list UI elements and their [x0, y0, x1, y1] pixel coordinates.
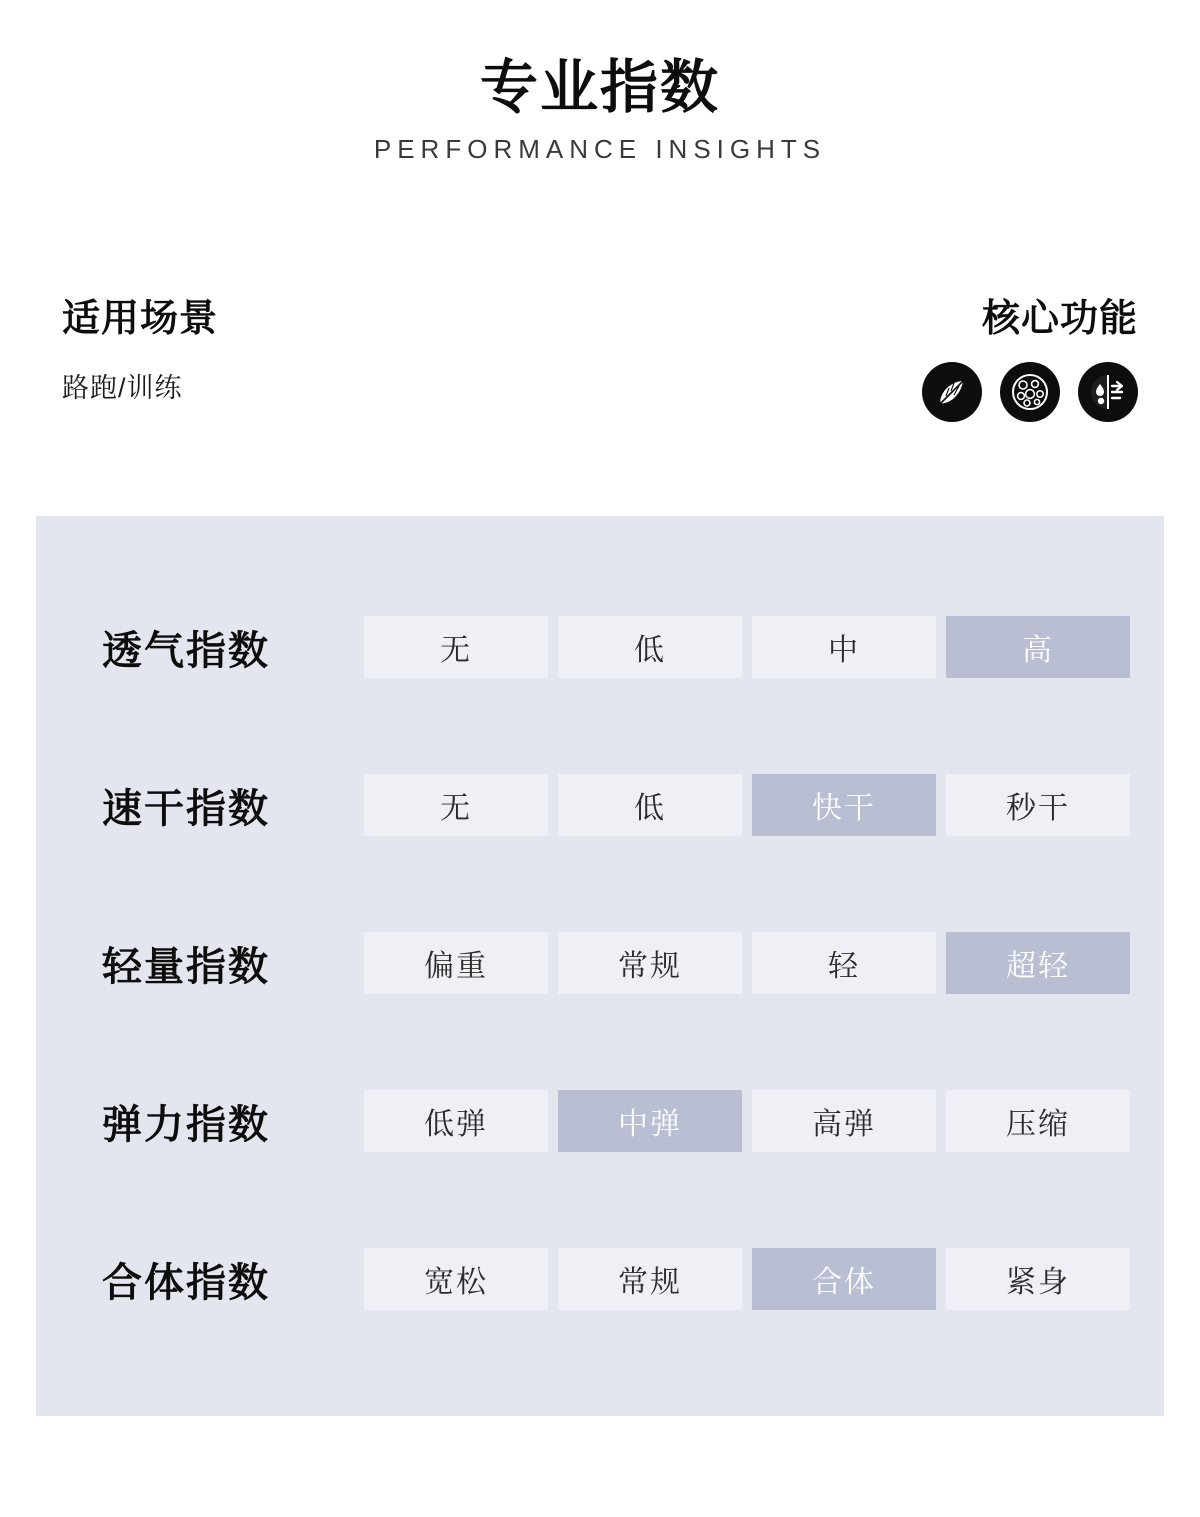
index-option[interactable]: 无	[364, 616, 548, 678]
page-title: 专业指数	[479, 55, 720, 120]
index-panel	[36, 516, 1164, 1416]
index-option[interactable]: 无	[364, 774, 548, 836]
index-option[interactable]: 轻	[752, 932, 936, 994]
index-option[interactable]: 低弹	[364, 1090, 548, 1152]
index-rows	[36, 516, 1164, 1338]
index-option[interactable]: 偏重	[364, 932, 548, 994]
page-subtitle: PERFORMANCE INSIGHTS	[373, 133, 827, 164]
index-option-group	[364, 774, 1130, 836]
subheader-row	[0, 287, 1200, 422]
index-option-selected[interactable]: 快干	[752, 774, 936, 836]
index-option[interactable]: 紧身	[946, 1248, 1130, 1310]
index-option-selected[interactable]: 高	[946, 616, 1130, 678]
quick-dry-droplet-icon	[1078, 362, 1138, 422]
index-row	[36, 746, 1164, 864]
index-row	[36, 904, 1164, 1022]
index-option[interactable]: 压缩	[946, 1090, 1130, 1152]
index-row	[36, 1062, 1164, 1180]
index-option[interactable]: 中	[752, 616, 936, 678]
index-option[interactable]: 宽松	[364, 1248, 548, 1310]
index-option-selected[interactable]: 超轻	[946, 932, 1130, 994]
scene-title: 适用场景	[62, 297, 219, 340]
index-option[interactable]: 高弹	[752, 1090, 936, 1152]
index-row-label: 透气指数	[102, 628, 270, 673]
index-row	[36, 1220, 1164, 1338]
index-option[interactable]: 秒干	[946, 774, 1130, 836]
feather-lightweight-icon	[922, 362, 982, 422]
index-row	[36, 588, 1164, 706]
index-option[interactable]: 常规	[558, 1248, 742, 1310]
index-option-group	[364, 932, 1130, 994]
index-row-label: 弹力指数	[102, 1102, 270, 1147]
index-option-group	[364, 1248, 1130, 1310]
index-option[interactable]: 低	[558, 774, 742, 836]
index-option-selected[interactable]: 中弹	[558, 1090, 742, 1152]
index-option[interactable]: 低	[558, 616, 742, 678]
index-row-label: 轻量指数	[102, 944, 270, 989]
index-row-label: 速干指数	[102, 786, 270, 831]
index-row-label: 合体指数	[102, 1260, 270, 1305]
features-block	[922, 287, 1138, 422]
features-title: 核心功能	[981, 297, 1138, 340]
page-header	[0, 0, 1200, 165]
index-option-group	[364, 616, 1130, 678]
index-option-group	[364, 1090, 1130, 1152]
index-option-selected[interactable]: 合体	[752, 1248, 936, 1310]
scene-value: 路跑/训练	[62, 372, 183, 403]
features-icon-list	[922, 362, 1138, 422]
index-option[interactable]: 常规	[558, 932, 742, 994]
breathable-mesh-icon	[1000, 362, 1060, 422]
scene-block	[62, 287, 218, 405]
